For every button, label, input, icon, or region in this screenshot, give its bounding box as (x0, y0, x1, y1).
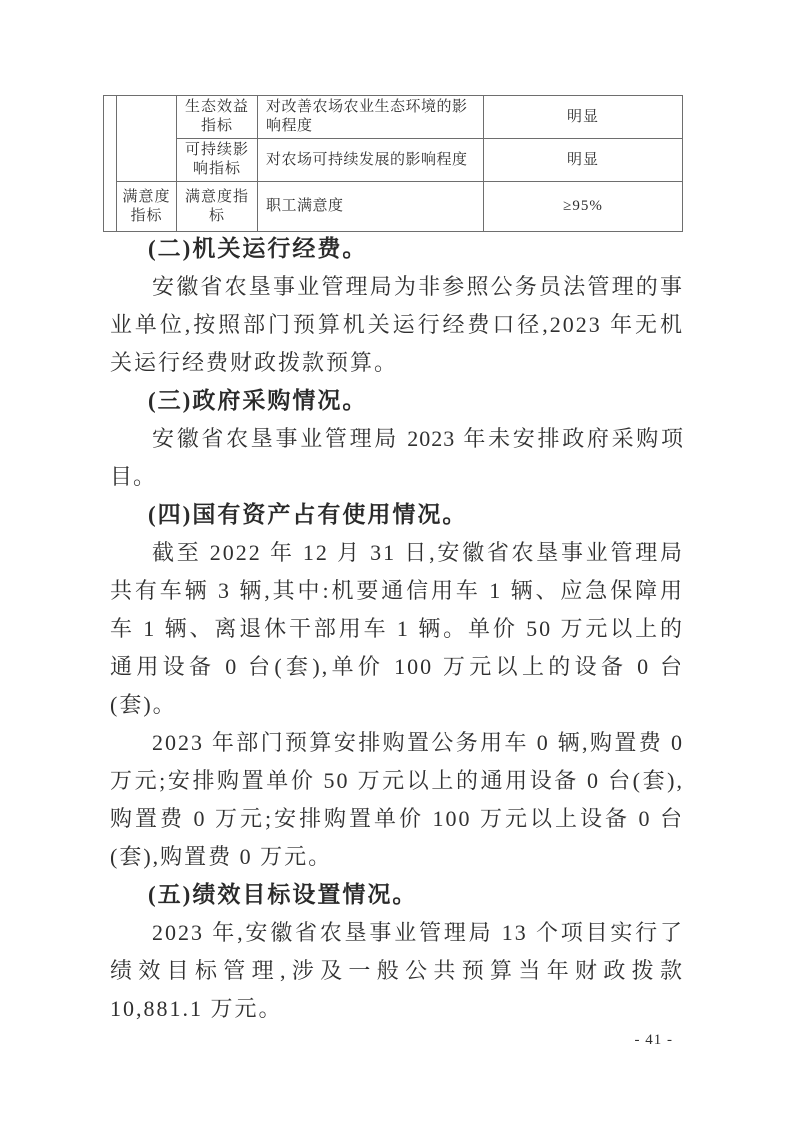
table-cell-merged-continuation (104, 96, 117, 232)
table-cell-value: 明显 (484, 96, 683, 139)
body-paragraph: 2023 年部门预算安排购置公务用车 0 辆,购置费 0 万元;安排购置单价 50 万元以上的通用设备 0 台(套),购置费 0 万元;安排购置单价 100 万元以上设备 0 台(套),购置费 0 万元。 (110, 730, 684, 869)
section-heading-government-procurement: (三)政府采购情况。 (148, 388, 368, 413)
table-row-sustainability (104, 139, 683, 182)
section-heading-agency-operating-funds: (二)机关运行经费。 (148, 236, 368, 261)
table-cell-category: 可持续影响指标 (177, 139, 258, 182)
table-row-eco-benefit (104, 96, 683, 139)
table-cell-group: 满意度指标 (117, 182, 177, 232)
section-heading-performance-targets: (五)绩效目标设置情况。 (148, 882, 418, 907)
table-cell-value: 明显 (484, 139, 683, 182)
body-paragraph: 安徽省农垦事业管理局为非参照公务员法管理的事业单位,按照部门预算机关运行经费口径,2023 年无机关运行经费财政拨款预算。 (110, 274, 684, 375)
table-cell-indicator: 职工满意度 (258, 182, 484, 232)
table-cell-category: 满意度指标 (177, 182, 258, 232)
document-body (110, 230, 684, 1028)
table-cell-group-continuation (117, 96, 177, 182)
performance-indicators-table (103, 95, 683, 232)
table-cell-value: ≥95% (484, 182, 683, 232)
table-row-satisfaction (104, 182, 683, 232)
body-paragraph: 截至 2022 年 12 月 31 日,安徽省农垦事业管理局共有车辆 3 辆,其中:机要通信用车 1 辆、应急保障用车 1 辆、离退休干部用车 1 辆。单价 50 万元以上的通用设备 0 台(套),单价 100 万元以上的设备 0 台(套)。 (110, 540, 684, 717)
table-cell-indicator: 对改善农场农业生态环境的影响程度 (258, 96, 484, 139)
body-paragraph: 2023 年,安徽省农垦事业管理局 13 个项目实行了绩效目标管理,涉及一般公共预算当年财政拨款 10,881.1 万元。 (110, 920, 684, 1021)
page-number: - 41 - (634, 1032, 673, 1048)
table-cell-indicator: 对农场可持续发展的影响程度 (258, 139, 484, 182)
section-heading-state-assets: (四)国有资产占有使用情况。 (148, 502, 468, 527)
body-paragraph: 安徽省农垦事业管理局 2023 年未安排政府采购项目。 (110, 426, 684, 489)
table-cell-category: 生态效益指标 (177, 96, 258, 139)
